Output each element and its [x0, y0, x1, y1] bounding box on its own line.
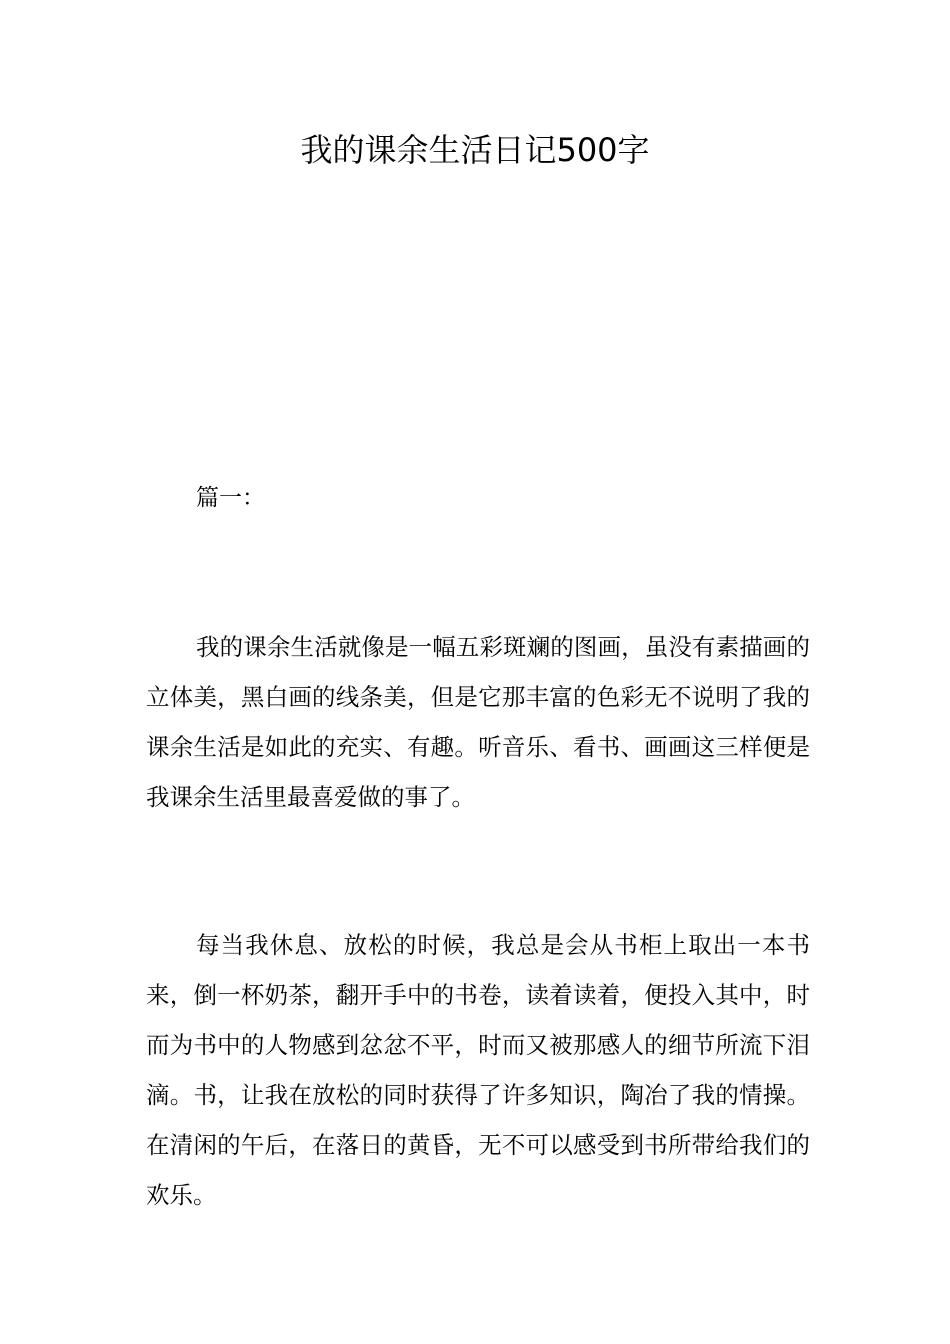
section-heading: 篇一：	[196, 485, 265, 511]
document-title: 我的课余生活日记500字	[300, 131, 650, 169]
paragraph-1: 我的课余生活就像是一幅五彩斑斓的图画，虽没有素描画的立体美，黑白画的线条美，但是它那丰富的色彩无不说明了我的课余生活是如此的充实、有趣。听音乐、看书、画画这三样便是我课余生活里最喜爱做的事了。	[146, 633, 810, 811]
paragraph-2: 每当我休息、放松的时候，我总是会从书柜上取出一本书来，倒一杯奶茶，翻开手中的书卷，读着读着，便投入其中，时而为书中的人物感到忿忿不平，时而又被那感人的细节所流下泪滴。书，让我在放松的同时获得了许多知识，陶冶了我的情操。在清闲的午后，在落日的黄昏，无不可以感受到书所带给我们的欢乐。	[146, 931, 810, 1209]
